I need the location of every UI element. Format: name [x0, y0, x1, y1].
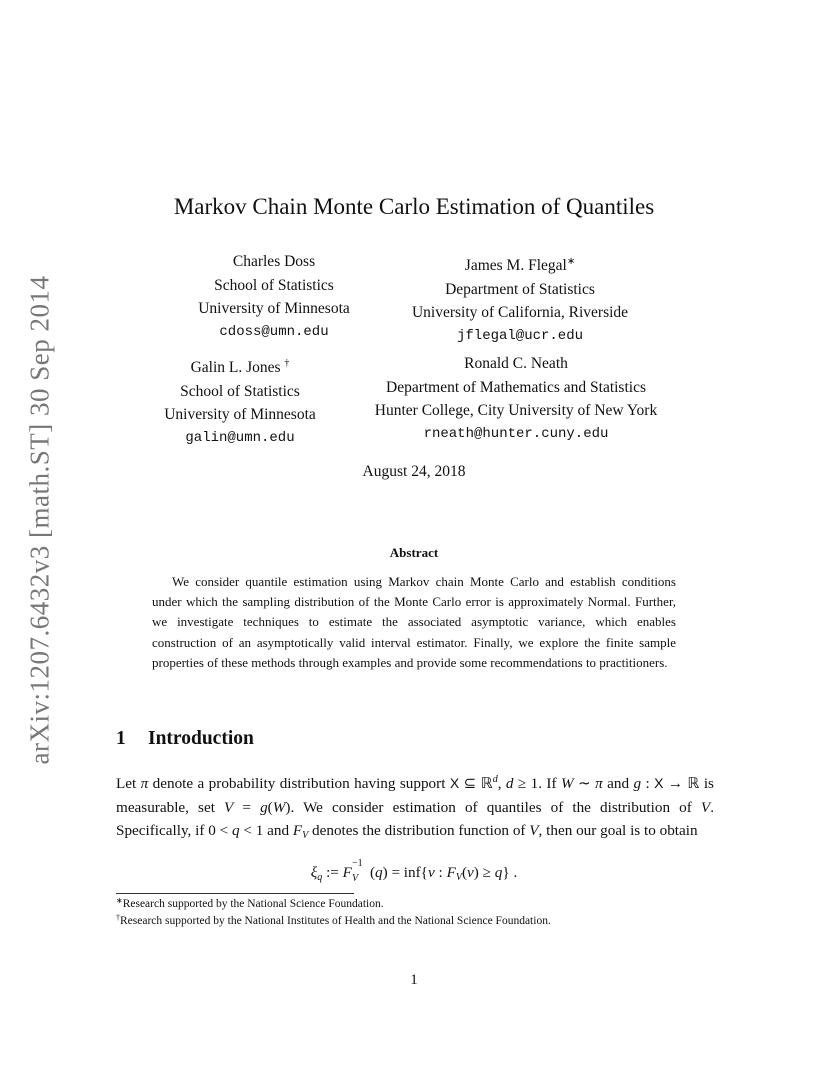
paper-date: August 24, 2018: [362, 463, 466, 480]
footnote-marker: †: [116, 913, 120, 922]
author-institution: University of Minnesota: [198, 300, 350, 318]
author-name: Ronald C. Neath: [464, 355, 568, 372]
arxiv-identifier: arXiv:1207.6432v3 [math.ST] 30 Sep 2014: [24, 275, 55, 765]
author-name: James M. Flegal∗: [464, 256, 576, 274]
author-email[interactable]: jflegal@ucr.edu: [456, 328, 584, 345]
author-affiliation: Department of Mathematics and Statistics: [386, 378, 646, 396]
page-number: 1: [410, 972, 418, 988]
abstract-text: We consider quantile estimation using Markov chain Monte Carlo and establish conditions under which the sampling distribution of the Monte Carlo error is approximately Normal. Further, we investigate techniques to estimate the associated asymptotic variance, which enables construction of an asymptotically valid interval estimator. Finally, we explore the finite sample properties of these methods through examples and provide some recommendations to practitioners.: [152, 574, 676, 670]
author-block: [174, 250, 374, 345]
introduction-paragraph: Let π denote a probability distribution having support X ⊆ ℝ$^d$, d ≥ 1. If W ∼ π and g : X → ℝ is measurable, set V = g(W). We consider estimation of quantiles of the distribution of V. Specifically, if 0 < q < 1 and $F_V$ denotes the distribution function of V, then our goal is to obtain: [116, 774, 714, 842]
footnote: †Research supported by the National Institutes of Health and the National Science Foundation.: [116, 913, 551, 927]
footnotes: [116, 896, 716, 930]
author-institution: University of California, Riverside: [411, 304, 629, 322]
author-block: [140, 352, 340, 451]
author-institution: University of Minnesota: [164, 406, 316, 424]
footnote-marker: ∗: [566, 256, 576, 267]
author-affiliation: School of Statistics: [180, 382, 300, 400]
author-affiliation: School of Statistics: [214, 276, 334, 294]
footnote-marker: †: [284, 358, 290, 369]
footnote-divider: [116, 893, 354, 894]
author-block: [350, 352, 682, 447]
section-heading: [116, 728, 254, 750]
paper-title: Markov Chain Monte Carlo Estimation of Quantiles: [173, 194, 655, 219]
author-name: Galin L. Jones †: [190, 358, 290, 376]
quantile-equation: $\xi_q$ := F −1 V (q) = inf{v : $F_V(v) \ge q$} .: [310, 858, 518, 884]
author-institution: Hunter College, City University of New York: [374, 402, 658, 420]
author-affiliation: Department of Statistics: [445, 280, 595, 298]
section-title: Introduction: [148, 728, 254, 749]
section-number: 1: [116, 728, 126, 749]
author-name: Charles Doss: [232, 253, 316, 270]
author-email[interactable]: cdoss@umn.edu: [219, 324, 329, 341]
footnote: ∗Research supported by the National Science Foundation.: [116, 896, 384, 910]
abstract-heading: Abstract: [389, 545, 439, 560]
footnote-marker: ∗: [116, 896, 123, 905]
author-email[interactable]: galin@umn.edu: [185, 430, 295, 447]
author-block: [380, 250, 660, 349]
author-email[interactable]: rneath@hunter.cuny.edu: [423, 426, 609, 443]
